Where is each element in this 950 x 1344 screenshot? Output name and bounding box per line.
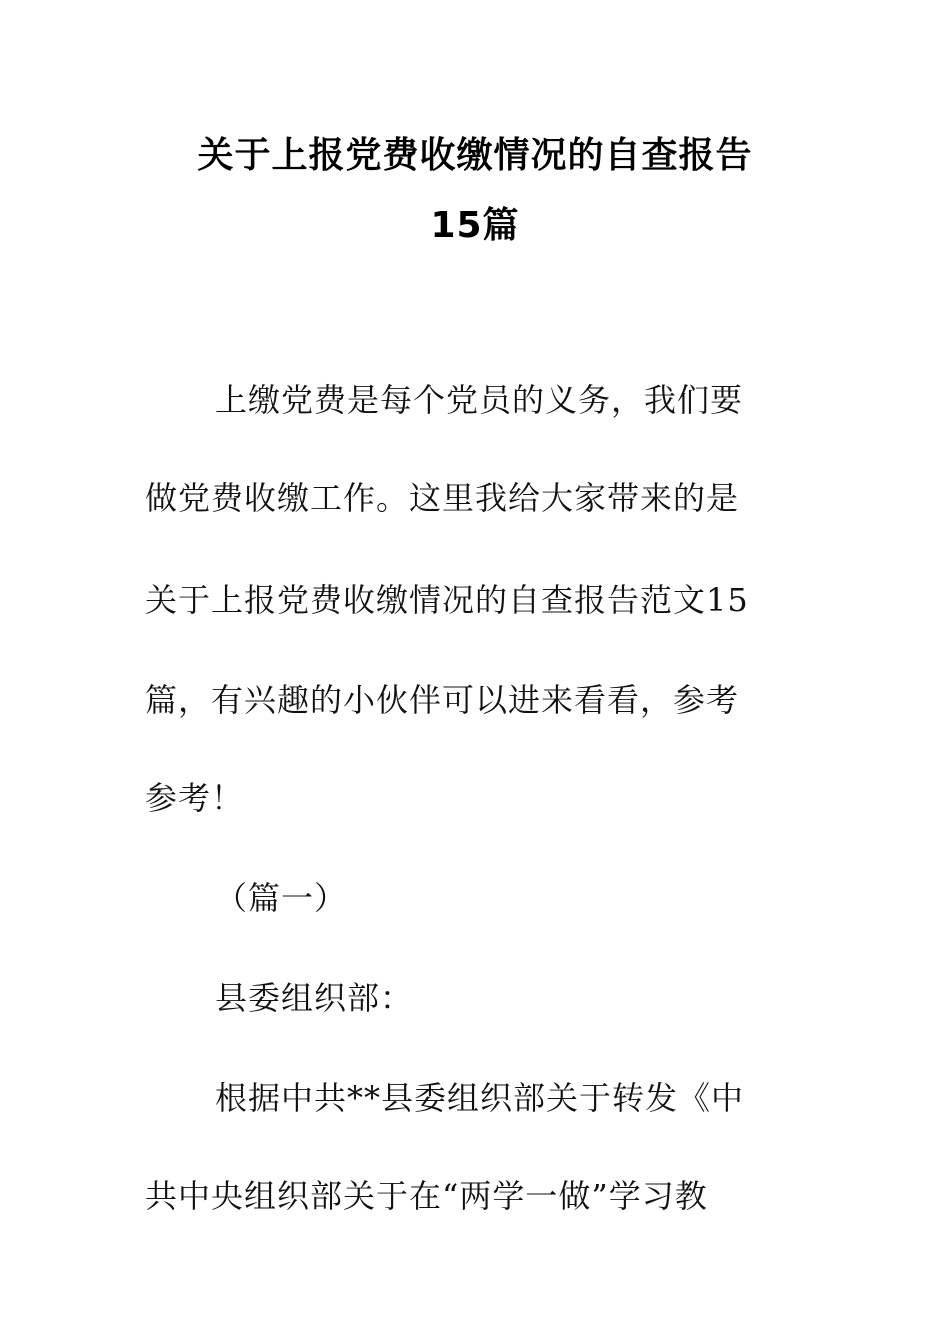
paragraph-line: 参考！ <box>145 779 245 817</box>
paragraph-line: 共中央组织部关于在“两学一做”学习教 <box>145 1177 708 1215</box>
paragraph-line: 篇，有兴趣的小伙伴可以进来看看，参考 <box>145 681 740 719</box>
document-title: 关于上报党费收缴情况的自查报告 <box>197 135 753 176</box>
paragraph-line: 上缴党费是每个党员的义务，我们要 <box>215 381 744 419</box>
section-heading: （篇一） <box>215 879 348 917</box>
paragraph-line: 做党费收缴工作。这里我给大家带来的是 <box>145 479 740 517</box>
paragraph-line: 根据中共**县委组织部关于转发《中 <box>215 1079 745 1117</box>
paragraph-line: 关于上报党费收缴情况的自查报告范文15 <box>145 581 749 619</box>
document-title-count: 15篇 <box>430 205 520 246</box>
salutation: 县委组织部： <box>215 979 414 1017</box>
